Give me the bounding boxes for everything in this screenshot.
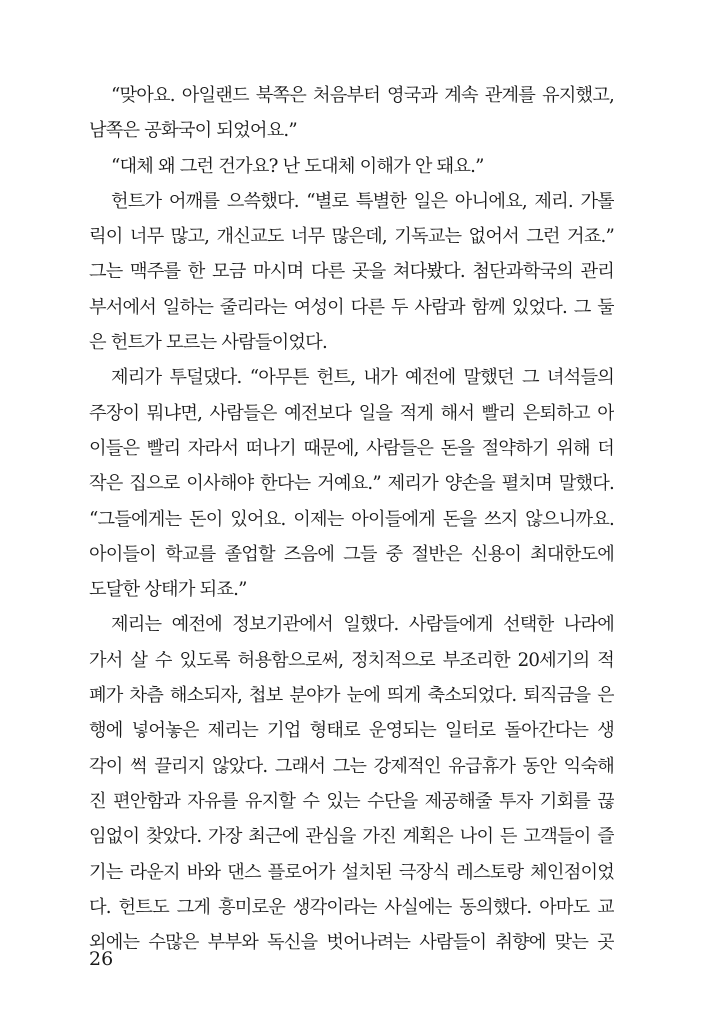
text-line: “맞아요. 아일랜드 북쪽은 처음부터 영국과 계속 관계를 유지했고, [111, 85, 614, 106]
body-text [89, 78, 614, 960]
text-line: 임없이 찾았다. 가장 최근에 관심을 가진 계획은 나이 든 고객들이 즐 [89, 826, 614, 848]
text-line: 외에는 수많은 부부와 독신을 벗어나려는 사람들이 취향에 맞는 곳 [89, 932, 614, 954]
text-line: 가서 살 수 있도록 허용함으로써, 정치적으로 부조리한 20세기의 적 [89, 649, 614, 671]
text-line: 행에 넣어놓은 제리는 기업 형태로 운영되는 일터로 돌아간다는 생 [89, 720, 614, 742]
text-line: 부서에서 일하는 줄리라는 여성이 다른 두 사람과 함께 있었다. 그 둘 [89, 296, 614, 318]
text-line: 진 편안함과 자유를 유지할 수 있는 수단을 제공해줄 투자 기회를 끊 [89, 790, 614, 812]
text-line: 은 헌트가 모르는 사람들이었다. [89, 332, 327, 354]
page-number: 26 [89, 948, 114, 970]
text-line: 기는 라운지 바와 댄스 플로어가 설치된 극장식 레스토랑 체인점이었 [89, 861, 614, 883]
text-line: “대체 왜 그런 건가요? 난 도대체 이해가 안 돼요.” [111, 155, 484, 177]
text-line: 작은 집으로 이사해야 한다는 거예요.” 제리가 양손을 펼치며 말했다. [89, 473, 614, 495]
text-line: 남쪽은 공화국이 되었어요.” [89, 120, 297, 142]
text-line: 제리는 예전에 정보기관에서 일했다. 사람들에게 선택한 나라에 [111, 614, 614, 636]
text-line: 아이들이 학교를 졸업할 즈음에 그들 중 절반은 신용이 최대한도에 [89, 543, 614, 565]
text-line: 폐가 차츰 해소되자, 첩보 분야가 눈에 띄게 축소되었다. 퇴직금을 은 [89, 685, 614, 707]
text-line: 릭이 너무 많고, 개신교도 너무 많은데, 기독교는 없어서 그런 거죠.” [89, 226, 614, 248]
text-line: 그는 맥주를 한 모금 마시며 다른 곳을 쳐다봤다. 첨단과학국의 관리 [89, 261, 614, 283]
text-line: 이들은 빨리 자라서 떠나기 때문에, 사람들은 돈을 절약하기 위해 더 [89, 437, 614, 459]
text-line: 각이 썩 끌리지 않았다. 그래서 그는 강제적인 유급휴가 동안 익숙해 [89, 755, 614, 777]
text-line: 주장이 뭐냐면, 사람들은 예전보다 일을 적게 해서 빨리 은퇴하고 아 [89, 402, 614, 424]
text-line: 다. 헌트도 그게 흥미로운 생각이라는 사실에는 동의했다. 아마도 교 [89, 896, 614, 918]
text-line: 헌트가 어깨를 으쓱했다. “별로 특별한 일은 아니에요, 제리. 가톨 [111, 190, 614, 212]
text-line: 도달한 상태가 되죠.” [89, 579, 247, 601]
text-line: “그들에게는 돈이 있어요. 이제는 아이들에게 돈을 쓰지 않으니까요. [89, 508, 614, 530]
text-line: 제리가 투덜댔다. “아무튼 헌트, 내가 예전에 말했던 그 녀석들의 [111, 367, 614, 389]
